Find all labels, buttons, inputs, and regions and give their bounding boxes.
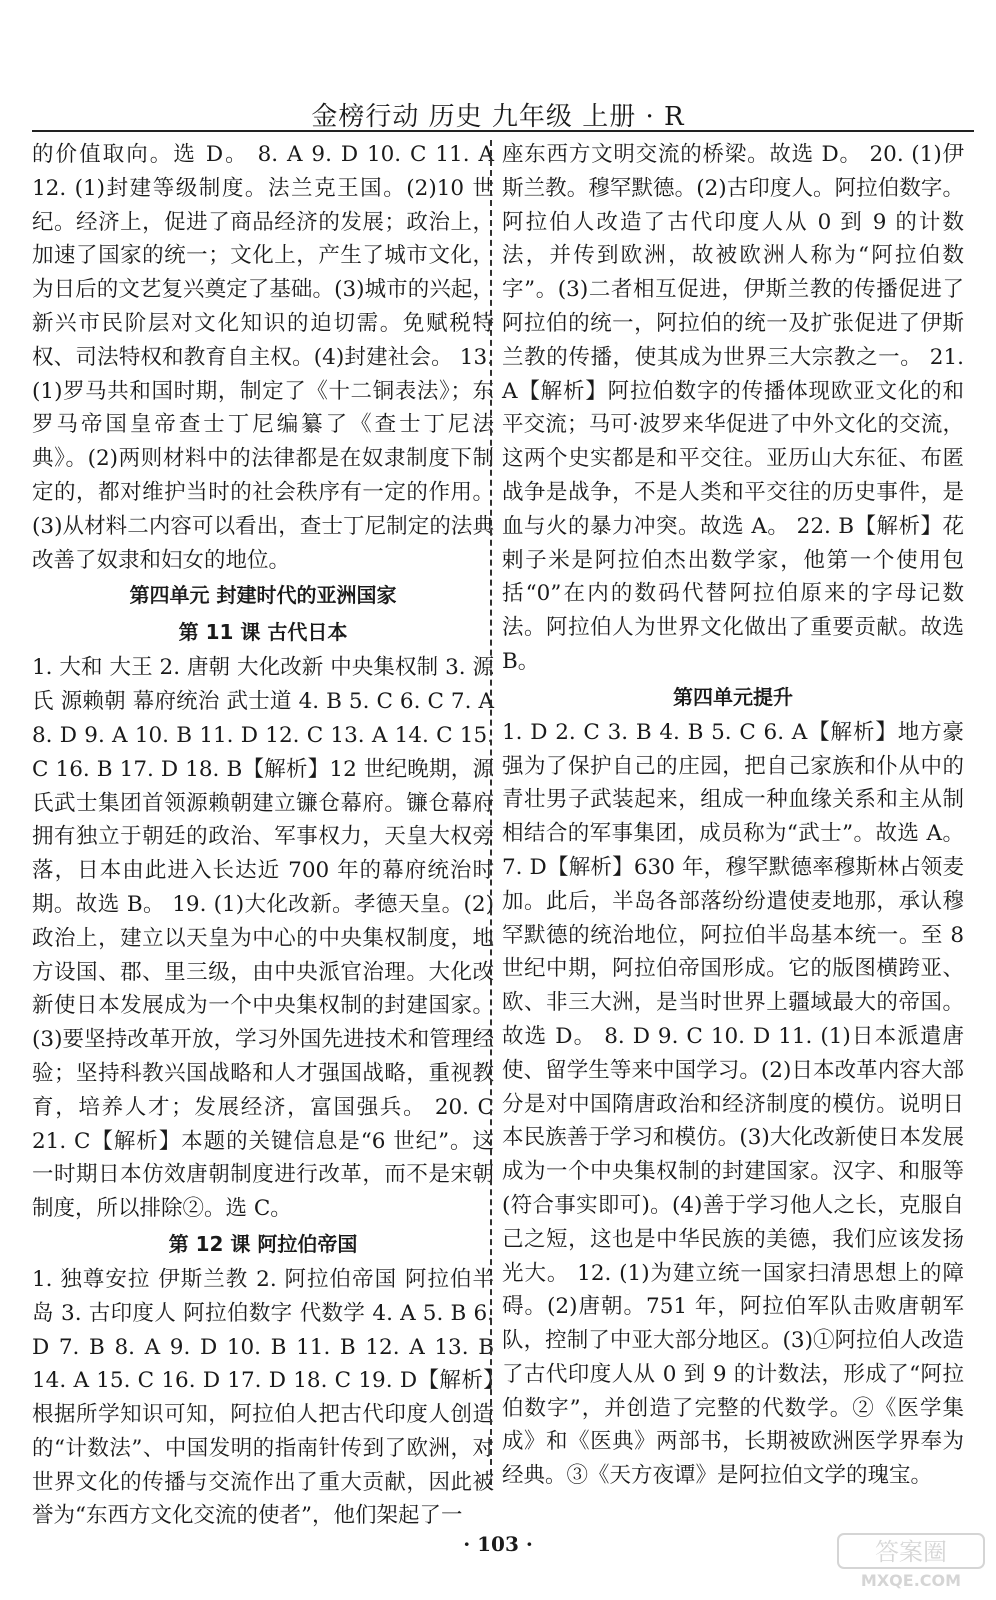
page-number: · 103 · <box>463 1532 533 1556</box>
left-column <box>32 138 494 1533</box>
page-header-title: 金榜行动 历史 九年级 上册 · R <box>311 102 685 132</box>
answer-paragraph: 1. D 2. C 3. B 4. B 5. C 6. A【解析】地方豪强为了保护自己的庄园，把自己家族和仆从中的青壮男子武装起来，组成一种血缘关系和主从制相结合的军事集团，成员称为“武士”。故选 A。 7. D【解析】630 年，穆罕默德率穆斯林占领麦加。此后，半岛各部落纷纷遣使麦地那，承认穆罕默德的统治地位，阿拉伯半岛基本统一。至 8 世纪中期，阿拉伯帝国形成。它的版图横跨亚、欧、非三大洲，是当时世界上疆域最大的帝国。故选 D。 8. D 9. C 10. D 11. (1)日本派遣唐使、留学生等来中国学习。(2)日本改革内容大部分是对中国隋唐政治和经济制度的模仿。说明日本民族善于学习和模仿。(3)大化改新使日本发展成为一个中央集权制的封建国家。汉字、和服等(符合事实即可)。(4)善于学习他人之长，克服自己之短，这也是中华民族的美德，我们应该发扬光大。 12. (1)为建立统一国家扫清思想上的障碍。(2)唐朝。751 年，阿拉伯军队击败唐朝军队，控制了中亚大部分地区。(3)①阿拉伯人改造了古代印度人从 0 到 9 的计数法，形成了“阿拉伯数字”，并创造了完整的代数学。②《医学集成》和《医典》两部书，长期被欧洲医学界奉为经典。③《天方夜谭》是阿拉伯文学的瑰宝。 <box>502 719 964 1489</box>
column-divider <box>490 140 492 1485</box>
watermark-site: MXQE.COM <box>860 1571 962 1590</box>
header-rule <box>32 130 974 132</box>
unit-review-heading: 第四单元提升 <box>673 684 793 709</box>
right-column <box>502 138 964 1493</box>
watermark-logo <box>836 1530 986 1590</box>
answer-paragraph: 1. 大和 大王 2. 唐朝 大化改新 中央集权制 3. 源氏 源赖朝 幕府统治 武士道 4. B 5. C 6. C 7. A 8. D 9. A 10. B 11. D 12. C 13. A 14. C 15. C 16. B 17. D 18. B【解析】12 世纪晚期，源氏武士集团首领源赖朝建立镰仓幕府。镰仓幕府拥有独立于朝廷的政治、军事权力，天皇大权旁落，日本由此进入长达近 700 年的幕府统治时期。故选 B。 19. (1)大化改新。孝德天皇。(2)政治上，建立以天皇为中心的中央集权制度，地方设国、郡、里三级，由中央派官治理。大化改新使日本发展成为一个中央集权制的封建国家。(3)要坚持改革开放，学习外国先进技术和管理经验；坚持科教兴国战略和人才强国战略，重视教育，培养人才；发展经济，富国强兵。 20. C 21. C【解析】本题的关键信息是“6 世纪”。这一时期日本仿效唐朝制度进行改革，而不是宋朝制度，所以排除②。选 C。 <box>32 655 494 1222</box>
answer-paragraph: 座东西方文明交流的桥梁。故选 D。 20. (1)伊斯兰教。穆罕默德。(2)古印度人。阿拉伯数字。阿拉伯人改造了古代印度人从 0 到 9 的计数法，并传到欧洲，故被欧洲人称为“阿拉伯数字”。(3)二者相互促进，伊斯兰教的传播促进了阿拉伯的统一，阿拉伯的统一及扩张促进了伊斯兰教的传播，使其成为世界三大宗教之一。 21. A【解析】阿拉伯数字的传播体现欧亚文化的和平交流；马可·波罗来华促进了中外文化的交流，这两个史实都是和平交往。亚历山大东征、布匿战争是战争，不是人类和平交往的历史事件，是血与火的暴力冲突。故选 A。 22. B【解析】花剌子米是阿拉伯杰出数学家，他第一个使用包括“0”在内的数码代替阿拉伯原来的字母记数法。阿拉伯人为世界文化做出了重要贡献。故选 B。 <box>502 142 964 674</box>
unit-heading: 第四单元 封建时代的亚洲国家 <box>129 583 397 608</box>
lesson-heading: 第 12 课 阿拉伯帝国 <box>168 1231 358 1256</box>
answer-paragraph: 的价值取向。选 D。 8. A 9. D 10. C 11. A 12. (1)封建等级制度。法兰克王国。(2)10 世纪。经济上，促进了商品经济的发展；政治上，加速了国家的统一；文化上，产生了城市文化，为日后的文艺复兴奠定了基础。(3)城市的兴起，新兴市民阶层对文化知识的迫切需。免赋税特权、司法特权和教育自主权。(4)封建社会。 13. (1)罗马共和国时期，制定了《十二铜表法》；东罗马帝国皇帝查士丁尼编纂了《查士丁尼法典》。(2)两则材料中的法律都是在奴隶制度下制定的，都对维护当时的社会秩序有一定的作用。(3)从材料二内容可以看出，查士丁尼制定的法典改善了奴隶和妇女的地位。 <box>32 142 494 573</box>
lesson-heading: 第 11 课 古代日本 <box>178 620 348 645</box>
answer-paragraph: 1. 独尊安拉 伊斯兰教 2. 阿拉伯帝国 阿拉伯半岛 3. 古印度人 阿拉伯数字 代数学 4. A 5. B 6. D 7. B 8. A 9. D 10. B 11. B 12. A 13. B 14. A 15. C 16. D 17. D 18. C 19. D【解析】根据所学知识可知，阿拉伯人把古代印度人创造的“计数法”、中国发明的指南针传到了欧洲，对世界文化的传播与交流作出了重大贡献，因此被誉为“东西方文化交流的使者”，他们架起了一 <box>32 1266 494 1529</box>
watermark-text: 答案圈 <box>875 1538 947 1566</box>
